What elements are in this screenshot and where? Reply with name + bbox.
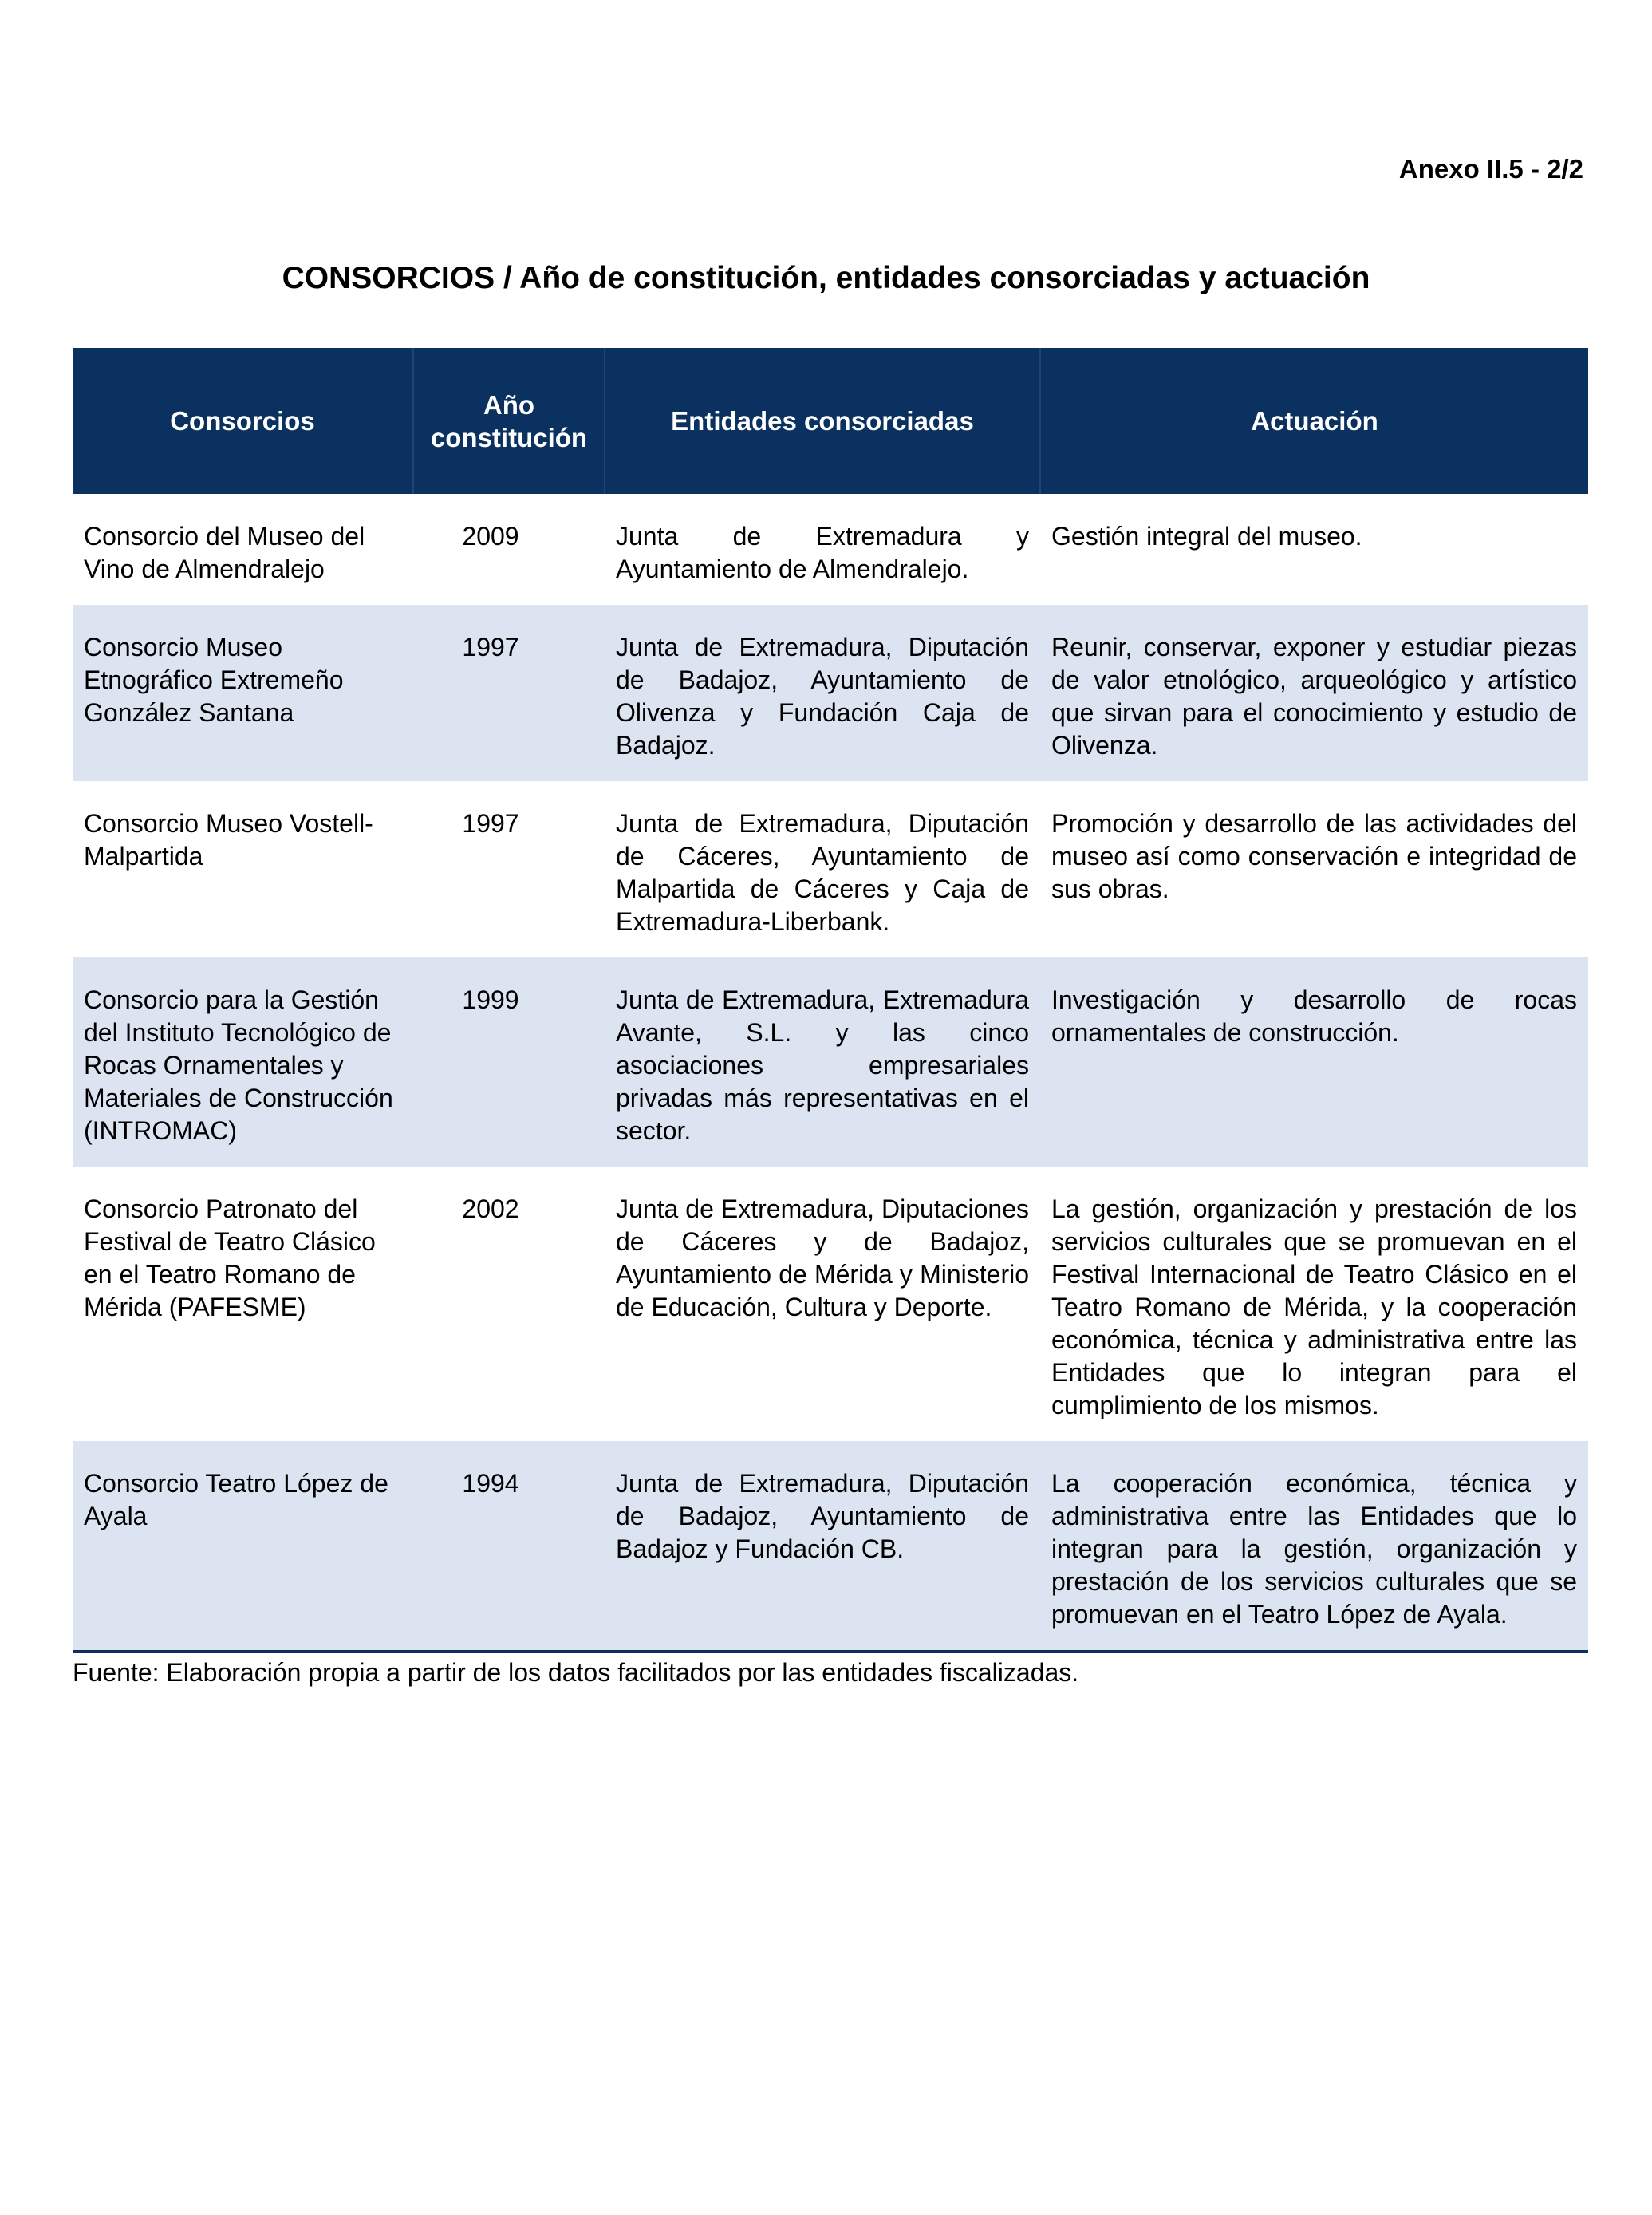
cell-consorcio: Consorcio Teatro López de Ayala [73, 1441, 413, 1652]
cell-anio: 1994 [413, 1441, 605, 1652]
cell-anio: 1999 [413, 957, 605, 1167]
cell-anio: 2009 [413, 494, 605, 605]
cell-entidades: Junta de Extremadura, Extremadura Avante, S.L. y las cinco asociaciones empresariales privadas más representativas en el sector. [605, 957, 1040, 1167]
cell-consorcio: Consorcio Museo Etnográfico Extremeño González Santana [73, 605, 413, 781]
table-row [73, 1167, 1588, 1441]
cell-consorcio: Consorcio Patronato del Festival de Teatro Clásico en el Teatro Romano de Mérida (PAFESME) [73, 1167, 413, 1441]
header-entidades: Entidades consorciadas [605, 348, 1040, 494]
header-actuacion: Actuación [1040, 348, 1588, 494]
table-row [73, 781, 1588, 957]
table-row [73, 494, 1588, 605]
page-title: CONSORCIOS / Año de constitución, entidades consorciadas y actuación [282, 261, 1370, 295]
cell-anio: 1997 [413, 605, 605, 781]
cell-actuacion: Promoción y desarrollo de las actividades del museo así como conservación e integridad de sus obras. [1040, 781, 1588, 957]
cell-anio: 1997 [413, 781, 605, 957]
annex-label: Anexo II.5 - 2/2 [1398, 154, 1583, 184]
table-row [73, 605, 1588, 781]
consortia-table [73, 348, 1588, 1653]
table-row [73, 957, 1588, 1167]
cell-entidades: Junta de Extremadura y Ayuntamiento de Almendralejo. [605, 494, 1040, 605]
cell-actuacion: Reunir, conservar, exponer y estudiar piezas de valor etnológico, arqueológico y artístico que sirvan para el conocimiento y estudio de Olivenza. [1040, 605, 1588, 781]
header-anio: Año constitución [413, 348, 605, 494]
header-consorcios: Consorcios [73, 348, 413, 494]
cell-actuacion: Gestión integral del museo. [1040, 494, 1588, 605]
cell-actuacion: La gestión, organización y prestación de los servicios culturales que se promuevan en el Festival Internacional de Teatro Clásico en el Teatro Romano de Mérida, y la cooperación económica, técnica y administrativa entre las Entidades que lo integran para el cumplimiento de los mismos. [1040, 1167, 1588, 1441]
cell-consorcio: Consorcio del Museo del Vino de Almendralejo [73, 494, 413, 605]
cell-entidades: Junta de Extremadura, Diputación de Badajoz, Ayuntamiento de Olivenza y Fundación Caja de Badajoz. [605, 605, 1040, 781]
table-header-row [73, 348, 1588, 494]
cell-entidades: Junta de Extremadura, Diputación de Badajoz, Ayuntamiento de Badajoz y Fundación CB. [605, 1441, 1040, 1652]
cell-consorcio: Consorcio Museo Vostell-Malpartida [73, 781, 413, 957]
cell-entidades: Junta de Extremadura, Diputación de Cáceres, Ayuntamiento de Malpartida de Cáceres y Caja de Extremadura-Liberbank. [605, 781, 1040, 957]
cell-anio: 2002 [413, 1167, 605, 1441]
cell-actuacion: Investigación y desarrollo de rocas ornamentales de construcción. [1040, 957, 1588, 1167]
cell-consorcio: Consorcio para la Gestión del Instituto Tecnológico de Rocas Ornamentales y Materiales de Construcción (INTROMAC) [73, 957, 413, 1167]
source-note: Fuente: Elaboración propia a partir de los datos facilitados por las entidades fiscalizadas. [73, 1658, 1079, 1687]
cell-actuacion: La cooperación económica, técnica y administrativa entre las Entidades que lo integran para la gestión, organización y prestación de los servicios culturales que se promuevan en el Teatro López de Ayala. [1040, 1441, 1588, 1652]
cell-entidades: Junta de Extremadura, Diputaciones de Cáceres y de Badajoz, Ayuntamiento de Mérida y Ministerio de Educación, Cultura y Deporte. [605, 1167, 1040, 1441]
table-row [73, 1441, 1588, 1652]
